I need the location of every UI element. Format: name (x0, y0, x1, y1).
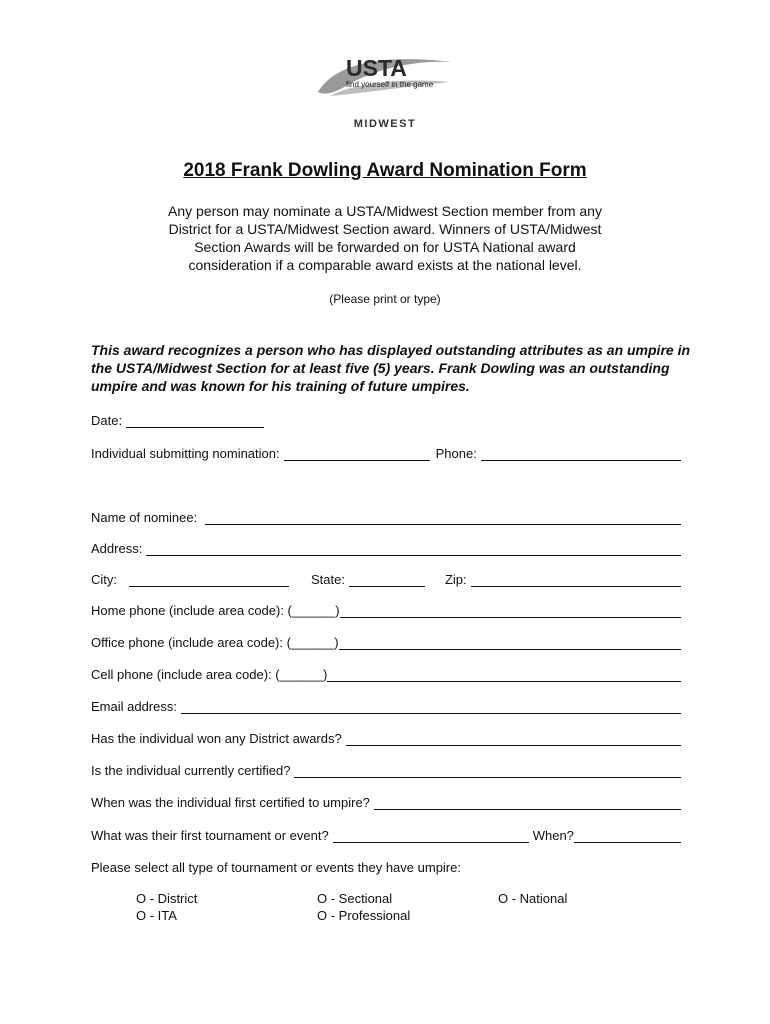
date-label: Date: (91, 413, 123, 428)
district-awards-field[interactable] (346, 731, 681, 746)
date-row (91, 408, 681, 428)
when-label: When? (532, 828, 574, 843)
first-certified-row (91, 790, 681, 810)
address-label: Address: (91, 541, 143, 556)
email-field[interactable] (181, 699, 681, 714)
certified-field[interactable] (294, 763, 681, 778)
option-national[interactable]: O - National (498, 891, 568, 906)
first-tournament-field[interactable] (333, 828, 529, 843)
submitter-label: Individual submitting nomination: (91, 446, 280, 461)
when-field[interactable] (574, 828, 681, 843)
usta-logo (316, 52, 454, 100)
home-phone-label: Home phone (include area code): (______) (91, 603, 340, 618)
office-phone-field[interactable] (339, 635, 681, 650)
select-prompt-row (91, 855, 681, 875)
office-phone-label: Office phone (include area code): (______) (91, 635, 339, 650)
home-phone-field[interactable] (340, 603, 681, 618)
nominee-field[interactable] (205, 510, 681, 525)
logo-wordmark: USTA (346, 55, 407, 81)
certified-row (91, 758, 681, 778)
district-awards-row (91, 726, 681, 746)
cell-phone-label: Cell phone (include area code): (______) (91, 667, 328, 682)
cell-phone-field[interactable] (327, 667, 681, 682)
option-professional[interactable]: O - Professional (317, 908, 411, 923)
nominee-label: Name of nominee: (91, 510, 198, 525)
state-label: State: (311, 572, 345, 587)
district-awards-label: Has the individual won any District awards? (91, 731, 342, 746)
zip-label: Zip: (444, 572, 467, 587)
intro-text: Any person may nominate a USTA/Midwest Section member from any District for a USTA/Midwest Section award. Winners of USTA/Midwest Section Awards will be forwarded on for USTA National award consideration if a comparable award exists at the national level. (168, 203, 602, 273)
phone-label: Phone: (435, 446, 477, 461)
option-sectional[interactable]: O - Sectional (317, 891, 393, 906)
city-row (91, 567, 681, 587)
submitter-field[interactable] (284, 446, 430, 461)
date-field[interactable] (126, 413, 264, 428)
phone-field[interactable] (481, 446, 681, 461)
award-description: This award recognizes a person who has displayed outstanding attributes as an umpire in the USTA/Midwest Section for at least five (5) years. Frank Dowling was an outstanding umpire and was known for his training of future umpires. (91, 342, 691, 394)
print-note: (Please print or type) (329, 292, 441, 306)
page-title: 2018 Frank Dowling Award Nomination Form (183, 160, 587, 181)
email-label: Email address: (91, 699, 177, 714)
region-label: MIDWEST (353, 118, 417, 130)
option-district[interactable]: O - District (136, 891, 198, 906)
first-tournament-label: What was their first tournament or event? (91, 828, 329, 843)
zip-field[interactable] (471, 572, 681, 587)
submitter-row (91, 441, 681, 461)
first-tournament-row (91, 823, 681, 843)
home-phone-row (91, 598, 681, 618)
first-certified-label: When was the individual first certified to umpire? (91, 795, 370, 810)
city-field[interactable] (129, 572, 289, 587)
email-row (91, 694, 681, 714)
address-field[interactable] (146, 541, 681, 556)
option-ita[interactable]: O - ITA (136, 908, 177, 923)
logo-tagline: find yourself in the game (346, 80, 434, 89)
state-field[interactable] (349, 572, 425, 587)
certified-label: Is the individual currently certified? (91, 763, 291, 778)
select-prompt: Please select all type of tournament or events they have umpire: (91, 860, 461, 875)
office-phone-row (91, 630, 681, 650)
address-row (91, 536, 681, 556)
nominee-row (91, 505, 681, 525)
city-label: City: (91, 572, 117, 587)
cell-phone-row (91, 662, 681, 682)
first-certified-field[interactable] (374, 795, 681, 810)
